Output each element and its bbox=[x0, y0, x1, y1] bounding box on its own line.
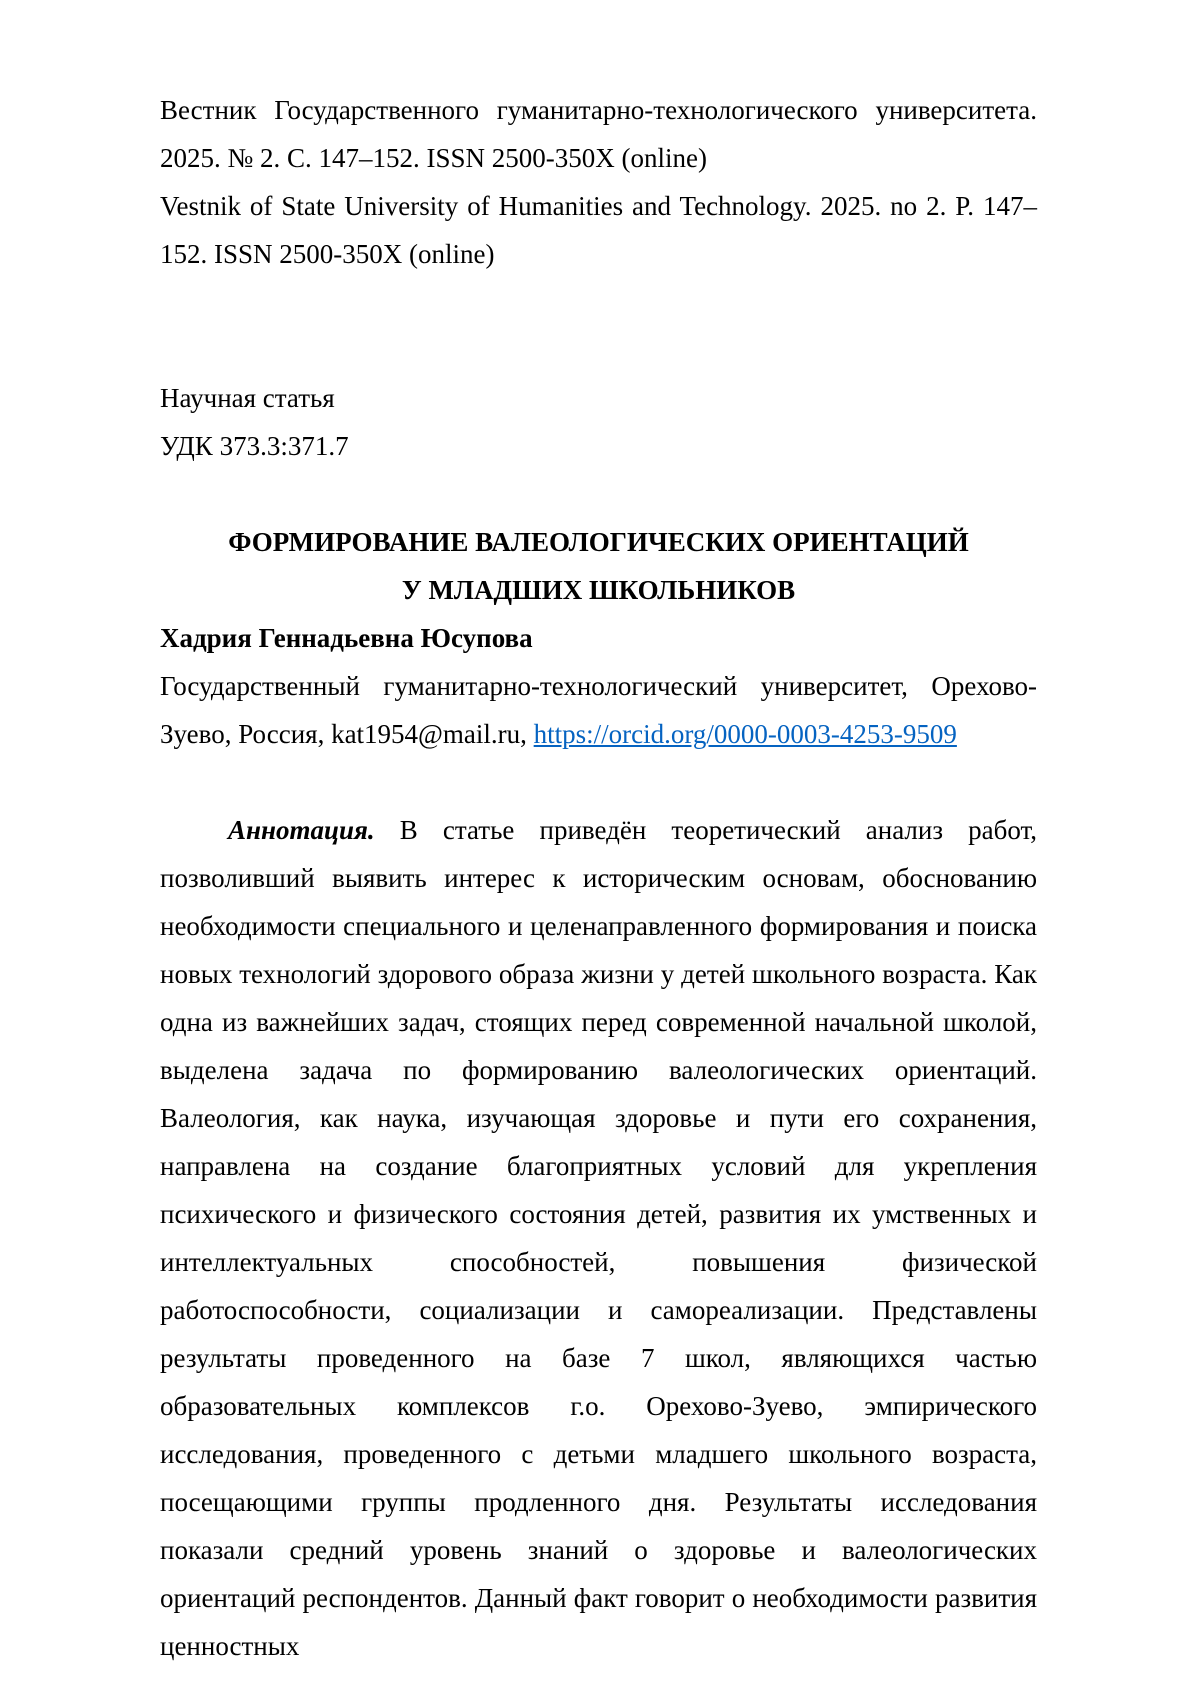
orcid-link[interactable]: https://orcid.org/0000-0003-4253-9509 bbox=[533, 719, 957, 749]
article-title-line2: У МЛАДШИХ ШКОЛЬНИКОВ bbox=[401, 575, 796, 605]
blank-line bbox=[160, 278, 1037, 326]
journal-info-en: Vestnik of State University of Humanities and Technology. 2025. no 2. P. 147–152. ISSN 2500-350X (online) bbox=[160, 191, 1037, 269]
affiliation-text: Государственный гуманитарно-технологический университет, Орехово-Зуево, Россия, kat1954@mail.ru, bbox=[160, 671, 1037, 749]
blank-line bbox=[160, 470, 1037, 518]
author-name: Хадрия Геннадьевна Юсупова bbox=[160, 623, 533, 653]
author-affiliation bbox=[160, 662, 1037, 758]
article-title-line1: ФОРМИРОВАНИЕ ВАЛЕОЛОГИЧЕСКИХ ОРИЕНТАЦИЙ bbox=[228, 527, 969, 557]
journal-info-ru: Вестник Государственного гуманитарно-технологического университета. 2025. № 2. С. 147–152. ISSN 2500-350X (online) bbox=[160, 95, 1037, 173]
abstract-label: Аннотация. bbox=[228, 815, 375, 845]
abstract-paragraph bbox=[160, 806, 1037, 1670]
blank-line bbox=[160, 758, 1037, 806]
abstract-text: В статье приведён теоретический анализ работ, позволивший выявить интерес к историческим основам, обоснованию необходимости специального и целенаправленного формирования и поиска новых технологий здорового образа жизни у детей школьного возраста. Как одна из важнейших задач, стоящих перед современной начальной школой, выделена задача по формированию валеологических ориентаций. Валеология, как наука, изучающая здоровье и пути его сохранения, направлена на создание благоприятных условий для укрепления психического и физического состояния детей, развития их умственных и интеллектуальных способностей, повышения физической работоспособности, социализации и самореализации. Представлены результаты проведенного на базе 7 школ, являющихся частью образовательных комплексов г.о. Орехово-Зуево, эмпирического исследования, проведенного с детьми младшего школьного возраста, посещающими группы продленного дня. Результаты исследования показали средний уровень знаний о здоровье и валеологических ориентаций респондентов. Данный факт говорит о необходимости развития ценностных bbox=[160, 815, 1037, 1661]
article-title bbox=[160, 518, 1037, 614]
article-type: Научная статья bbox=[160, 383, 335, 413]
udc-number: УДК 373.3:371.7 bbox=[160, 431, 349, 461]
blank-line bbox=[160, 326, 1037, 374]
